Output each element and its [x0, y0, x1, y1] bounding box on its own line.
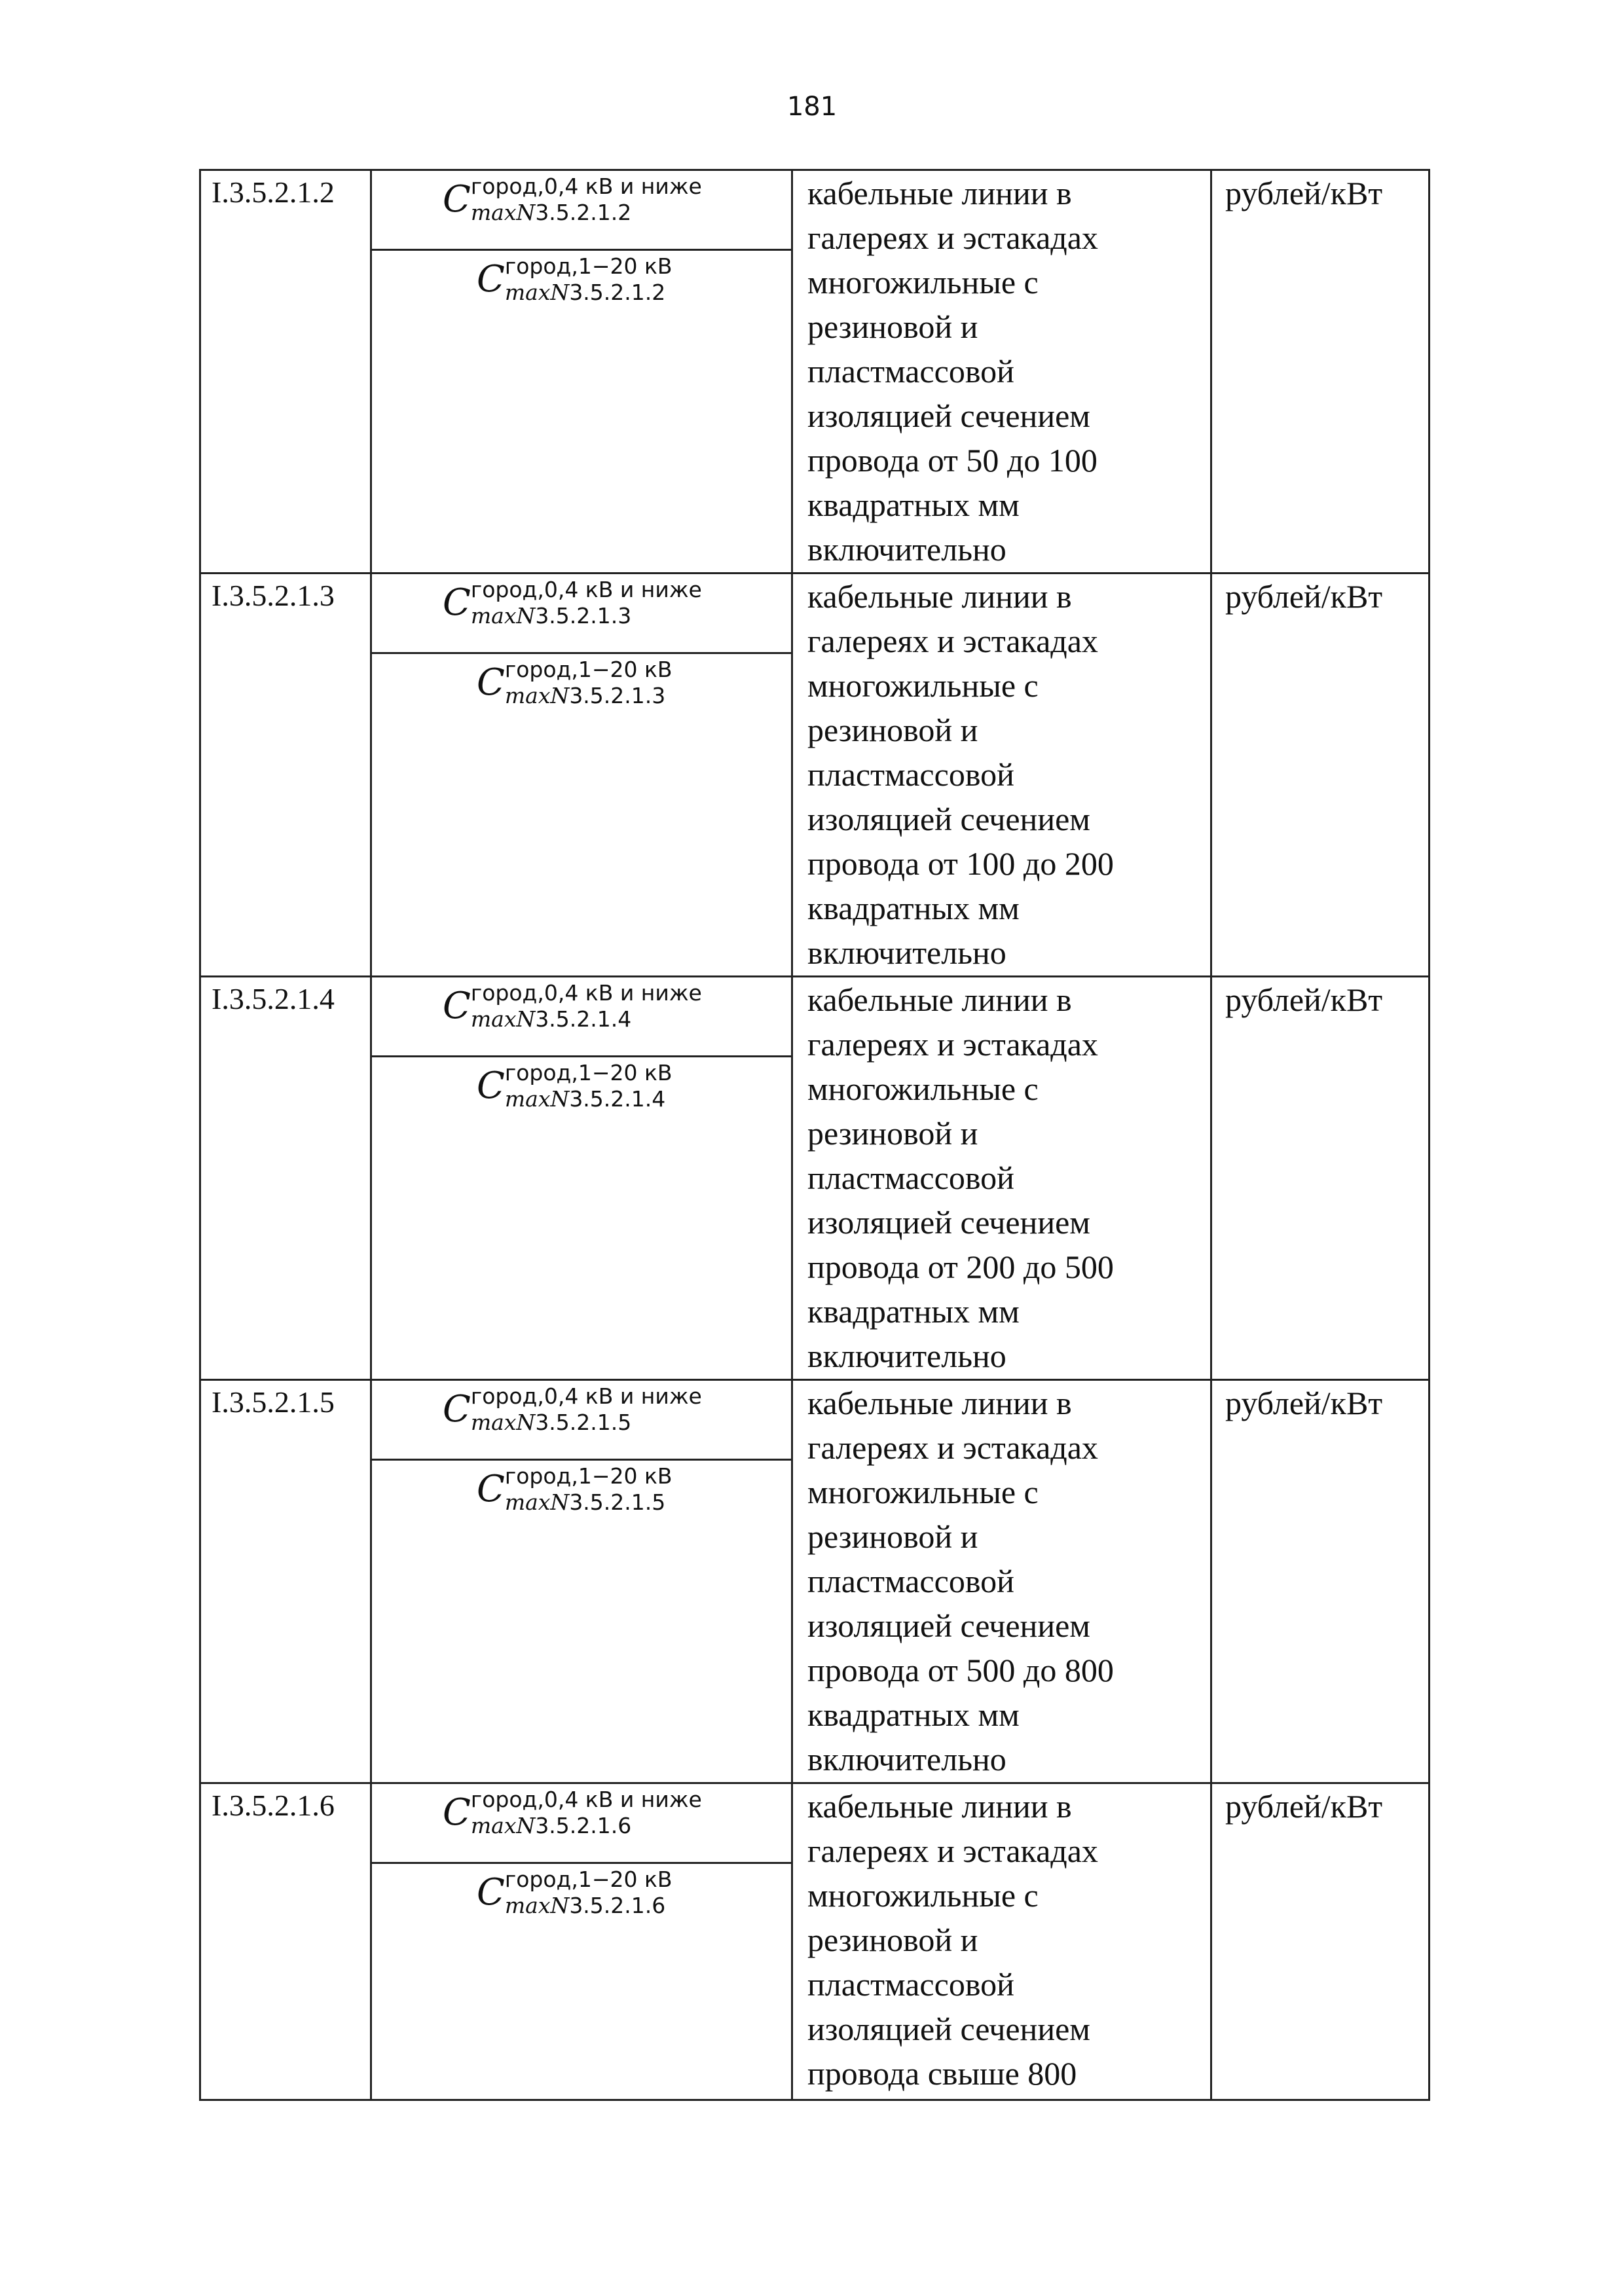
formula-subscript-variable: maxN: [504, 1086, 570, 1112]
formula-subscript-variable: maxN: [470, 603, 536, 629]
description-line: пластмассовой: [807, 1563, 1014, 1599]
item-code: I.3.5.2.1.6: [200, 1783, 371, 2100]
formula-subscript-number: 3.5.2.1.4: [569, 1086, 666, 1112]
formula-subscript: [471, 1006, 702, 1032]
formula-medium-voltage: [372, 654, 791, 733]
formula-medium-voltage: [372, 1461, 791, 1539]
description-line: многожильные с: [807, 1474, 1039, 1510]
description-cell: [792, 1783, 1211, 2100]
formula-medium-voltage: [372, 251, 791, 329]
formula-superscript: город,1−20 кВ: [504, 1463, 673, 1489]
formula: [443, 1787, 702, 1839]
formula: [477, 253, 673, 306]
formula-symbol: C: [477, 1065, 505, 1107]
item-code: I.3.5.2.1.5: [200, 1380, 371, 1783]
formula-symbol: C: [477, 258, 505, 301]
formula-cell: [371, 977, 792, 1380]
formula: [443, 173, 702, 226]
description-line: пластмассовой: [807, 1966, 1014, 2003]
formula-superscript: город,1−20 кВ: [504, 657, 673, 682]
formula-low-voltage: [372, 574, 791, 654]
formula-subscript-variable: maxN: [470, 200, 536, 225]
formula-cell: [371, 170, 792, 574]
formula-subscript: [505, 1086, 673, 1112]
formula-symbol: C: [443, 1791, 471, 1834]
description-line: провода от 500 до 800: [807, 1652, 1114, 1688]
formula-subscript-variable: maxN: [504, 1489, 570, 1515]
description-line: пластмассовой: [807, 353, 1014, 390]
table-row: [200, 1380, 1430, 1783]
unit-cell: рублей/кВт: [1211, 1783, 1430, 2100]
formula-subscript-number: 3.5.2.1.6: [569, 1893, 666, 1918]
formula-subscript-number: 3.5.2.1.2: [569, 280, 666, 305]
table-row: [200, 977, 1430, 1380]
item-code: I.3.5.2.1.2: [200, 170, 371, 574]
formula-subscript-number: 3.5.2.1.5: [569, 1489, 666, 1515]
item-code: I.3.5.2.1.3: [200, 574, 371, 977]
formula-subscript-variable: maxN: [504, 280, 570, 305]
description-line: квадратных мм: [807, 1293, 1020, 1330]
unit-cell: рублей/кВт: [1211, 977, 1430, 1380]
description-line: изоляцией сечением: [807, 1204, 1090, 1241]
formula-superscript: город,0,4 кВ и ниже: [470, 173, 702, 199]
description-line: изоляцией сечением: [807, 2011, 1090, 2047]
description-line: пластмассовой: [807, 1159, 1014, 1196]
tariff-table-body: [200, 170, 1430, 2100]
description-line: резиновой и: [807, 1115, 978, 1152]
description-line: кабельные линии в: [807, 175, 1072, 211]
description-cell: [792, 574, 1211, 977]
formula-superscript: город,0,4 кВ и ниже: [470, 1787, 702, 1812]
formula-subscript: [471, 1410, 702, 1436]
formula-subscript-number: 3.5.2.1.6: [535, 1813, 632, 1838]
unit-cell: рублей/кВт: [1211, 1380, 1430, 1783]
description-line: провода от 200 до 500: [807, 1248, 1114, 1285]
formula-symbol: C: [443, 985, 471, 1027]
formula-symbol: C: [443, 1388, 471, 1430]
description-line: резиновой и: [807, 1518, 978, 1555]
description-line: кабельные линии в: [807, 1788, 1072, 1825]
formula-subscript-variable: maxN: [470, 1410, 536, 1435]
formula: [477, 1867, 673, 1919]
formula-low-voltage: [372, 977, 791, 1057]
formula-cell: [371, 1380, 792, 1783]
table-row: [200, 170, 1430, 574]
formula-low-voltage: [372, 1381, 791, 1461]
tariff-table: [199, 169, 1430, 2101]
formula: [477, 1463, 673, 1516]
item-code: I.3.5.2.1.4: [200, 977, 371, 1380]
formula-superscript: город,0,4 кВ и ниже: [470, 577, 702, 602]
description-line: квадратных мм: [807, 486, 1020, 523]
formula-subscript-variable: maxN: [504, 1893, 570, 1918]
formula-subscript: [471, 603, 702, 629]
formula: [443, 577, 702, 629]
formula-medium-voltage: [372, 1864, 791, 1942]
formula: [443, 1383, 702, 1436]
description-cell: [792, 977, 1211, 1380]
description-line: изоляцией сечением: [807, 801, 1090, 837]
formula-subscript-number: 3.5.2.1.4: [535, 1006, 632, 1032]
formula: [477, 657, 673, 709]
description-cell: [792, 1380, 1211, 1783]
formula-subscript-variable: maxN: [504, 683, 570, 708]
formula-symbol: C: [443, 581, 471, 624]
formula-symbol: C: [477, 1871, 505, 1914]
formula-subscript: [505, 1489, 673, 1516]
formula: [477, 1060, 673, 1112]
formula-superscript: город,1−20 кВ: [504, 1060, 673, 1085]
description-line: многожильные с: [807, 1070, 1039, 1107]
formula-medium-voltage: [372, 1057, 791, 1136]
formula-symbol: C: [443, 178, 471, 221]
description-line: квадратных мм: [807, 890, 1020, 926]
description-line: галереях и эстакадах: [807, 1832, 1098, 1869]
description-line: включительно: [807, 934, 1006, 971]
description-line: резиновой и: [807, 712, 978, 748]
description-line: провода от 100 до 200: [807, 845, 1114, 882]
unit-cell: рублей/кВт: [1211, 170, 1430, 574]
table-row: [200, 574, 1430, 977]
description-line: изоляцией сечением: [807, 397, 1090, 434]
description-line: кабельные линии в: [807, 1385, 1072, 1421]
formula-subscript-variable: maxN: [470, 1006, 536, 1032]
description-line: провода свыше 800: [807, 2055, 1077, 2092]
description-line: резиновой и: [807, 308, 978, 345]
description-line: пластмассовой: [807, 756, 1014, 793]
formula-subscript-number: 3.5.2.1.2: [535, 200, 632, 225]
description-line: резиновой и: [807, 1922, 978, 1958]
formula-subscript-number: 3.5.2.1.3: [535, 603, 632, 629]
description-line: кабельные линии в: [807, 578, 1072, 615]
description-line: галереях и эстакадах: [807, 1429, 1098, 1466]
formula-subscript: [505, 1893, 673, 1919]
description-line: изоляцией сечением: [807, 1607, 1090, 1644]
table-row: [200, 1783, 1430, 2100]
description-line: галереях и эстакадах: [807, 219, 1098, 256]
formula-subscript-variable: maxN: [470, 1813, 536, 1838]
description-line: провода от 50 до 100: [807, 442, 1098, 479]
formula-symbol: C: [477, 661, 505, 704]
formula-superscript: город,1−20 кВ: [504, 1867, 673, 1892]
formula-cell: [371, 574, 792, 977]
formula-subscript-number: 3.5.2.1.5: [535, 1410, 632, 1435]
unit-cell: рублей/кВт: [1211, 574, 1430, 977]
formula: [443, 980, 702, 1032]
formula-subscript-number: 3.5.2.1.3: [569, 683, 666, 708]
description-line: галереях и эстакадах: [807, 1026, 1098, 1063]
description-line: включительно: [807, 1338, 1006, 1374]
description-line: включительно: [807, 531, 1006, 568]
formula-subscript: [471, 200, 702, 226]
formula-symbol: C: [477, 1468, 505, 1510]
description-line: многожильные с: [807, 1877, 1039, 1914]
formula-subscript: [471, 1813, 702, 1839]
formula-cell: [371, 1783, 792, 2100]
description-line: многожильные с: [807, 264, 1039, 301]
formula-subscript: [505, 280, 673, 306]
formula-low-voltage: [372, 1784, 791, 1864]
description-line: квадратных мм: [807, 1696, 1020, 1733]
formula-low-voltage: [372, 171, 791, 251]
description-line: включительно: [807, 1741, 1006, 1777]
formula-superscript: город,0,4 кВ и ниже: [470, 980, 702, 1006]
formula-superscript: город,1−20 кВ: [504, 253, 673, 279]
description-line: многожильные с: [807, 667, 1039, 704]
description-cell: [792, 170, 1211, 574]
description-line: галереях и эстакадах: [807, 623, 1098, 659]
page-number: 181: [786, 92, 838, 122]
description-line: кабельные линии в: [807, 981, 1072, 1018]
formula-superscript: город,0,4 кВ и ниже: [470, 1383, 702, 1409]
formula-subscript: [505, 683, 673, 709]
